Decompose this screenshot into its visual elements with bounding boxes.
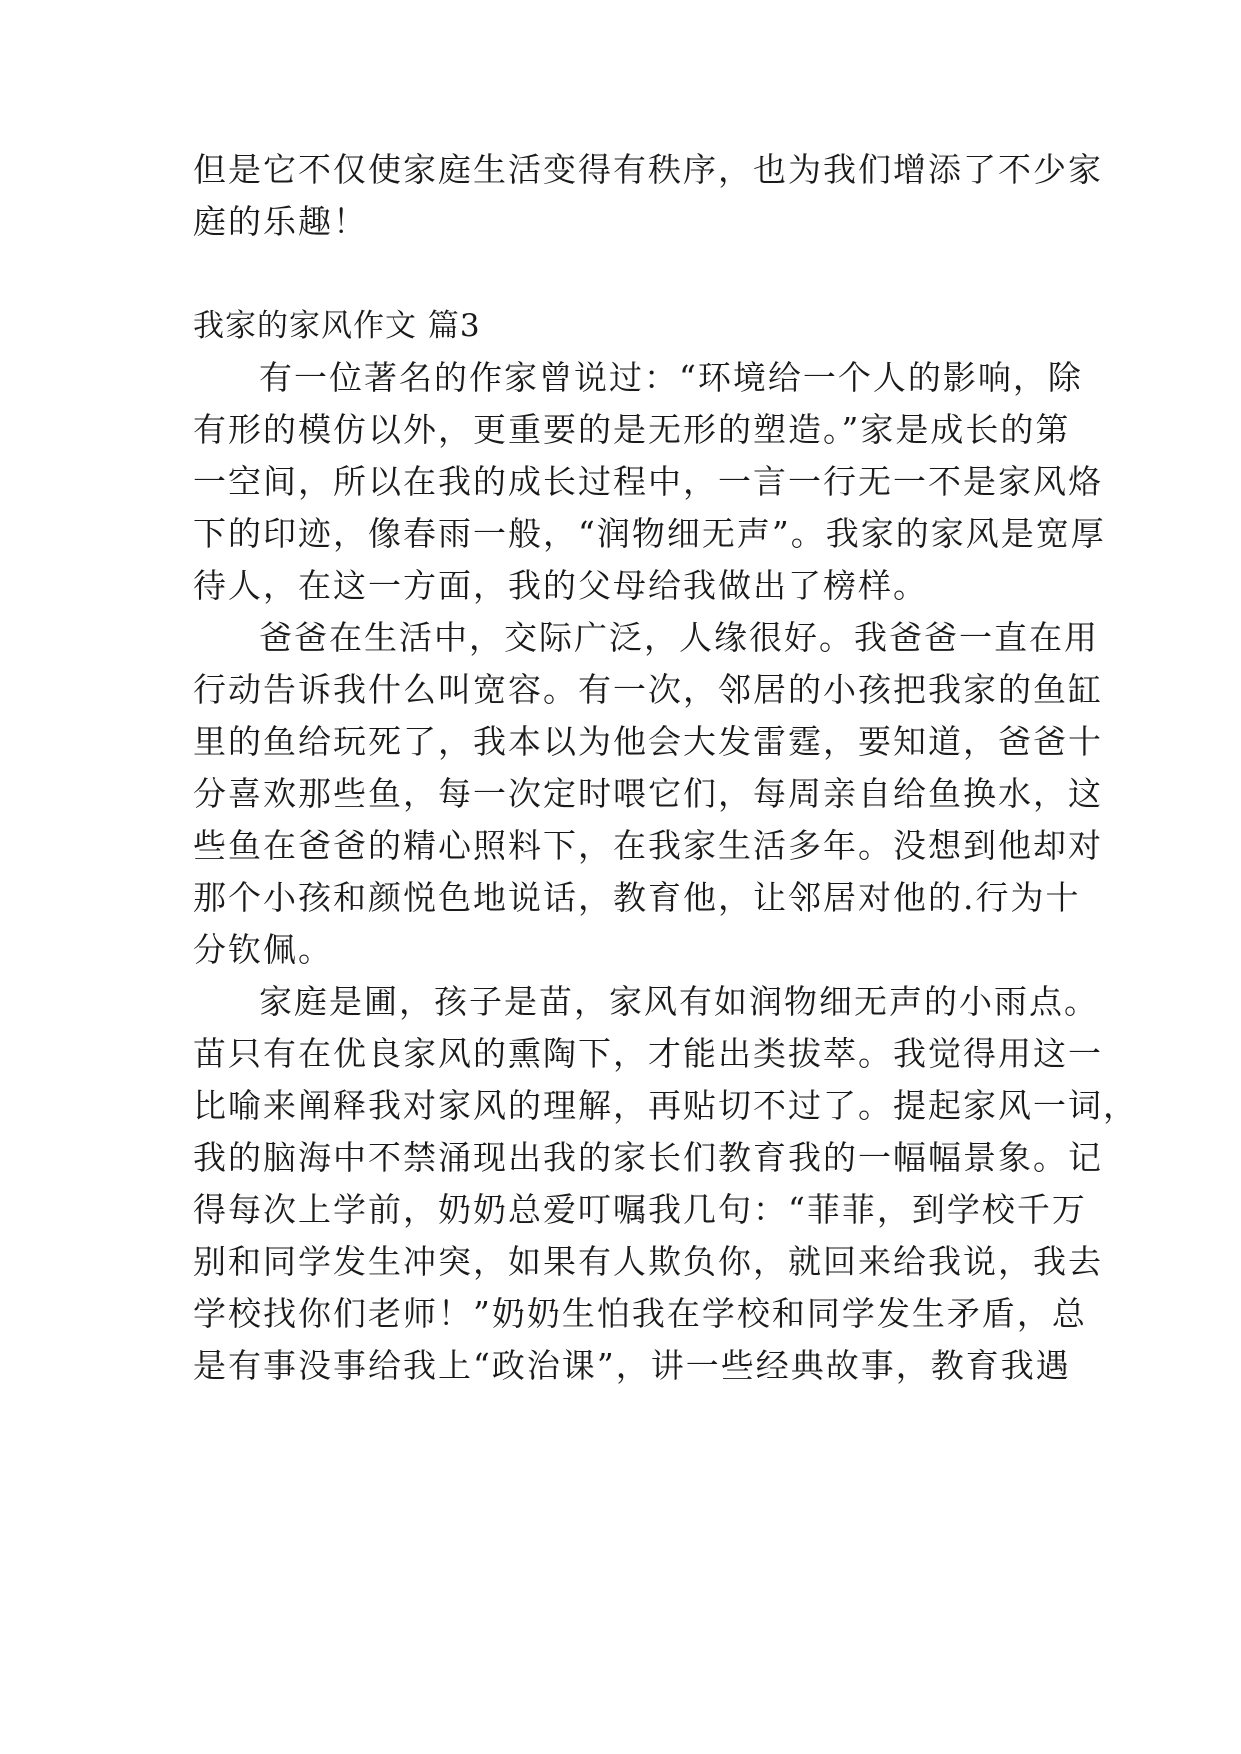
paragraph-2-line-1: 爸爸在生活中，交际广泛，人缘很好。我爸爸一直在用 [259, 618, 1099, 657]
paragraph-1-line-3: 一空间，所以在我的成长过程中，一言一行无一不是家风烙 [193, 462, 1103, 501]
section-title: 我家的家风作文 篇3 [193, 308, 481, 344]
paragraph-3-line-4: 我的脑海中不禁涌现出我的家长们教育我的一幅幅景象。记 [193, 1138, 1103, 1177]
paragraph-1-line-2: 有形的模仿以外，更重要的是无形的塑造。”家是成长的第 [193, 410, 1071, 449]
paragraph-1-line-5: 待人，在这一方面，我的父母给我做出了榜样。 [193, 566, 928, 605]
paragraph-3-line-8: 是有事没事给我上“政治课”，讲一些经典故事，教育我遇 [193, 1346, 1071, 1385]
paragraph-2-line-2: 行动告诉我什么叫宽容。有一次，邻居的小孩把我家的鱼缸 [193, 670, 1103, 709]
paragraph-1-line-1: 有一位著名的作家曾说过：“环境给一个人的影响，除 [259, 358, 1083, 397]
paragraph-3-line-2: 苗只有在优良家风的熏陶下，才能出类拔萃。我觉得用这一 [193, 1034, 1103, 1073]
paragraph-2-line-6: 那个小孩和颜悦色地说话，教育他，让邻居对他的.行为十 [193, 878, 1081, 917]
paragraph-3-line-6: 别和同学发生冲突，如果有人欺负你，就回来给我说，我去 [193, 1242, 1103, 1281]
paragraph-2-line-5: 些鱼在爸爸的精心照料下，在我家生活多年。没想到他却对 [193, 826, 1103, 865]
paragraph-3-line-1: 家庭是圃，孩子是苗，家风有如润物细无声的小雨点。 [259, 982, 1099, 1021]
paragraph-1-line-4: 下的印迹，像春雨一般，“润物细无声”。我家的家风是宽厚 [193, 514, 1106, 553]
prev-paragraph-line-1: 但是它不仅使家庭生活变得有秩序，也为我们增添了不少家 [193, 150, 1103, 189]
paragraph-2-line-3: 里的鱼给玩死了，我本以为他会大发雷霆，要知道，爸爸十 [193, 722, 1103, 761]
paragraph-3-line-5: 得每次上学前，奶奶总爱叮嘱我几句：“菲菲，到学校千万 [193, 1190, 1087, 1229]
paragraph-2-line-4: 分喜欢那些鱼，每一次定时喂它们，每周亲自给鱼换水，这 [193, 774, 1103, 813]
paragraph-3-line-3: 比喻来阐释我对家风的理解，再贴切不过了。提起家风一词， [193, 1086, 1138, 1125]
paragraph-3-line-7: 学校找你们老师！”奶奶生怕我在学校和同学发生矛盾，总 [193, 1294, 1087, 1333]
prev-paragraph-line-2: 庭的乐趣！ [193, 202, 368, 241]
paragraph-2-line-7: 分钦佩。 [193, 930, 333, 969]
